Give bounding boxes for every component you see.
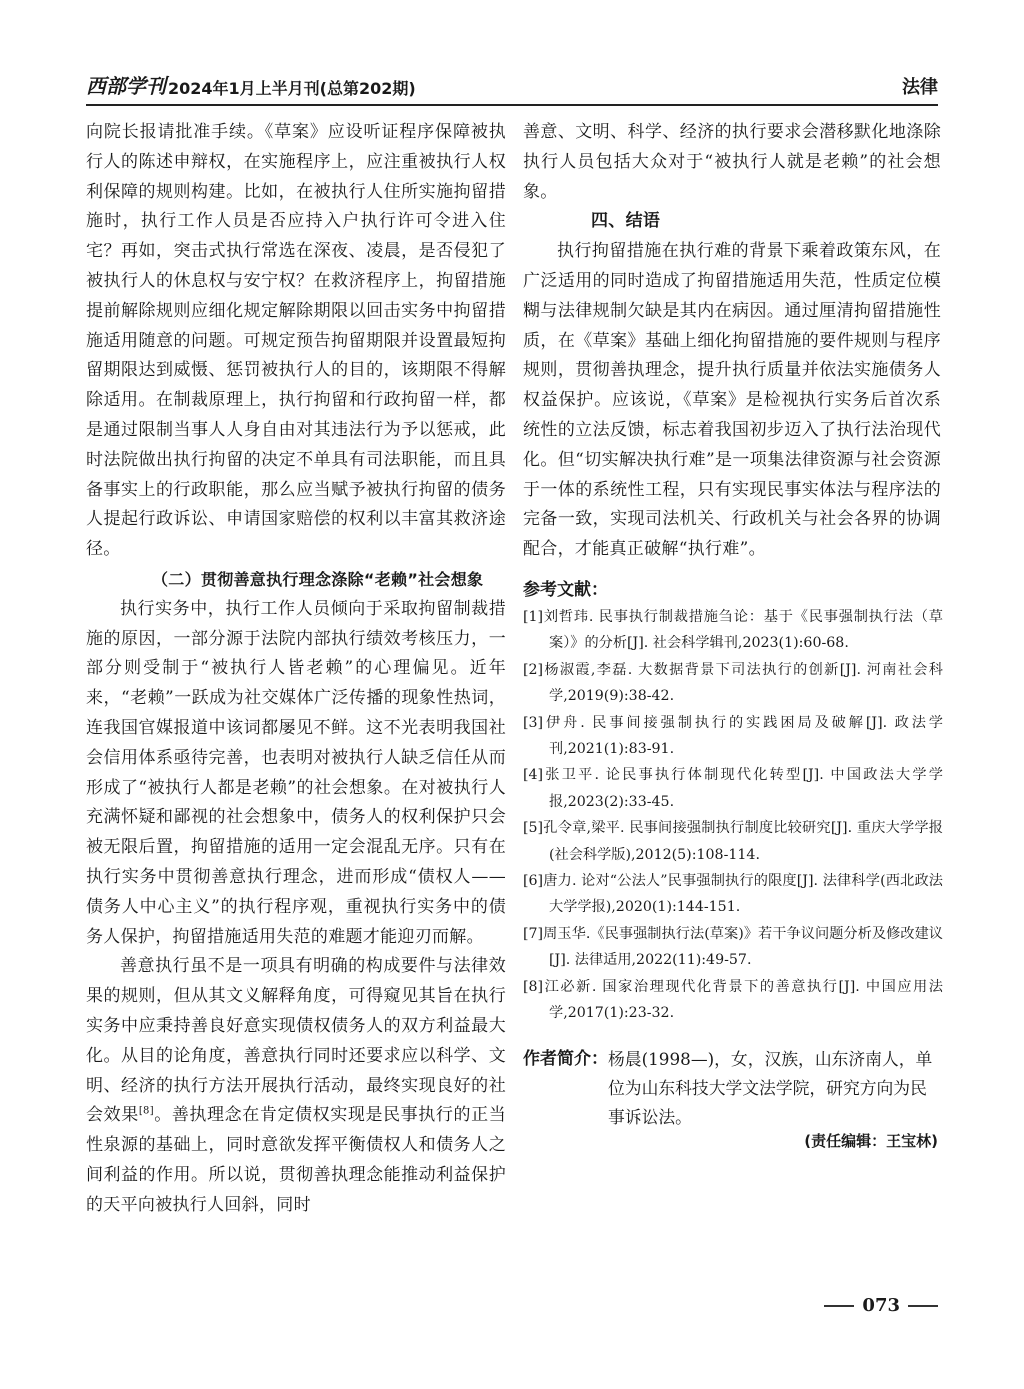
paragraph-text: 。善执理念在肯定债权实现是民事执行的正当性泉源的基础上，同时意欲发挥平衡债权人和债务人之间利益的作用。所以说，贯彻善执理念能推动利益保护的天平向被执行人回斜，同时 <box>86 1105 507 1215</box>
subsection-heading: （二）贯彻善意执行理念涤除“老赖”社会想象 <box>152 569 484 589</box>
reference-item: [2]杨淑霞,李磊. 大数据背景下司法执行的创新[J]. 河南社会科学,2019(9):38-42. <box>523 661 943 705</box>
page-number-block <box>824 1295 938 1316</box>
paragraph: 善意、文明、科学、经济的执行要求会潜移默化地涤除执行人员包括大众对于“被执行人就是老赖”的社会想象。 <box>523 122 941 202</box>
issue-info: 2024年1月上半月刊(总第202期) <box>168 79 416 98</box>
left-column <box>86 118 506 1220</box>
reference-item: [3]伊舟. 民事间接强制执行的实践困局及破解[J]. 政法学刊,2021(1):83-91. <box>523 714 943 758</box>
paragraph-text: 善意执行虽不是一项具有明确的构成要件与法律效果的规则，但从其文义解释角度，可得窥见其旨在执行实务中应秉持善良好意实现债权债务人的双方利益最大化。从目的论角度，善意执行同时还要求应以科学、文明、经济的执行方法开展执行活动，最终实现良好的社会效果 <box>86 956 506 1126</box>
section-heading: 四、结语 <box>591 211 661 232</box>
author-label: 作者简介： <box>523 1049 608 1069</box>
reference-item: [7]周玉华.《民事强制执行法(草案)》若干争议问题分析及修改建议[J]. 法律适用,2022(11):49-57. <box>523 925 943 969</box>
section-name: 法律 <box>902 77 938 98</box>
journal-logo: 西部学刊 <box>86 74 166 98</box>
paragraph <box>86 952 506 1220</box>
reference-list <box>523 604 943 1027</box>
dash-decoration <box>908 1305 938 1307</box>
reference-item: [5]孔令章,梁平. 民事间接强制执行制度比较研究[J]. 重庆大学学报(社会科学版),2012(5):108-114. <box>523 820 943 863</box>
author-bio <box>523 1045 943 1132</box>
journal-info <box>86 70 416 104</box>
reference-item: [1]刘哲玮. 民事执行制裁措施刍论：基于《民事强制执行法（草案）》的分析[J]. 社会科学辑刊,2023(1):60-68. <box>523 609 943 652</box>
reference-item: [8]江必新. 国家治理现代化背景下的善意执行[J]. 中国应用法学,2017(1):23-32. <box>523 978 943 1022</box>
references-title: 参考文献： <box>523 580 608 600</box>
paragraph: 执行实务中，执行工作人员倾向于采取拘留制裁措施的原因，一部分源于法院内部执行绩效考核压力，一部分则受制于“被执行人皆老赖”的心理偏见。近年来，“老赖”一跃成为社交媒体广泛传播的现象性热词，连我国官媒报道中该词都屡见不鲜。这不光表明我国社会信用体系亟待完善，也表明对被执行人缺乏信任从而形成了“被执行人都是老赖”的社会想象。在对被执行人充满怀疑和鄙视的社会想象中，债务人的权利保护只会被无限后置，拘留措施的适用一定会混乱无序。只有在执行实务中贯彻善意执行理念，进而形成“债权人——债务人中心主义”的执行程序观，重视执行实务中的债务人保护，拘留措施适用失范的难题才能迎刃而解。 <box>86 598 506 947</box>
author-text: 杨晨(1998—)，女，汉族，山东济南人，单位为山东科技大学文法学院，研究方向为民事诉讼法。 <box>608 1049 933 1127</box>
responsible-editor: (责任编辑：王宝林) <box>804 1132 938 1150</box>
page-header <box>86 70 938 106</box>
reference-item: [6]唐力. 论对“公法人”民事强制执行的限度[J]. 法律科学(西北政法大学学报),2020(1):144-151. <box>523 873 943 916</box>
paragraph: 向院长报请批准手续。《草案》应设听证程序保障被执行人的陈述申辩权，在实施程序上，应注重被执行人权利保障的规则构建。比如，在被执行人住所实施拘留措施时，执行工作人员是否应持入户执行许可令进入住宅？再如，突击式执行常选在深夜、凌晨，是否侵犯了被执行人的休息权与安宁权？在救济程序上，拘留措施提前解除规则应细化规定解除期限以回击实务中拘留措施适用随意的问题。可规定预告拘留期限并设置最短拘留期限达到威慑、惩罚被执行人的目的，该期限不得解除适用。在制裁原理上，执行拘留和行政拘留一样，都是通过限制当事人人身自由对其违法行为予以惩戒，此时法院做出执行拘留的决定不单具有司法职能，而且具备事实上的行政职能，那么应当赋予被执行拘留的债务人提起行政诉讼、申请国家赔偿的权利以丰富其救济途径。 <box>86 122 506 560</box>
reference-item: [4]张卫平. 论民事执行体制现代化转型[J]. 中国政法大学学报,2023(2):33-45. <box>523 767 943 810</box>
page-number: 073 <box>862 1295 900 1316</box>
dash-decoration <box>824 1305 854 1307</box>
citation-mark: [8] <box>138 1105 154 1117</box>
paragraph: 执行拘留措施在执行难的背景下乘着政策东风，在广泛适用的同时造成了拘留措施适用失范，性质定位模糊与法律规制欠缺是其内在病因。通过厘清拘留措施性质，在《草案》基础上细化拘留措施的要件规则与程序规则，贯彻善执理念，提升执行质量并依法实施债务人权益保护。应该说，《草案》是检视执行实务后首次系统性的立法反馈，标志着我国初步迈入了执行法治现代化。但“切实解决执行难”是一项集法律资源与社会资源于一体的系统性工程，只有实现民事实体法与程序法的完备一致，实现司法机关、行政机关与社会各界的协调配合，才能真正破解“执行难”。 <box>523 241 941 560</box>
right-column <box>523 118 941 565</box>
